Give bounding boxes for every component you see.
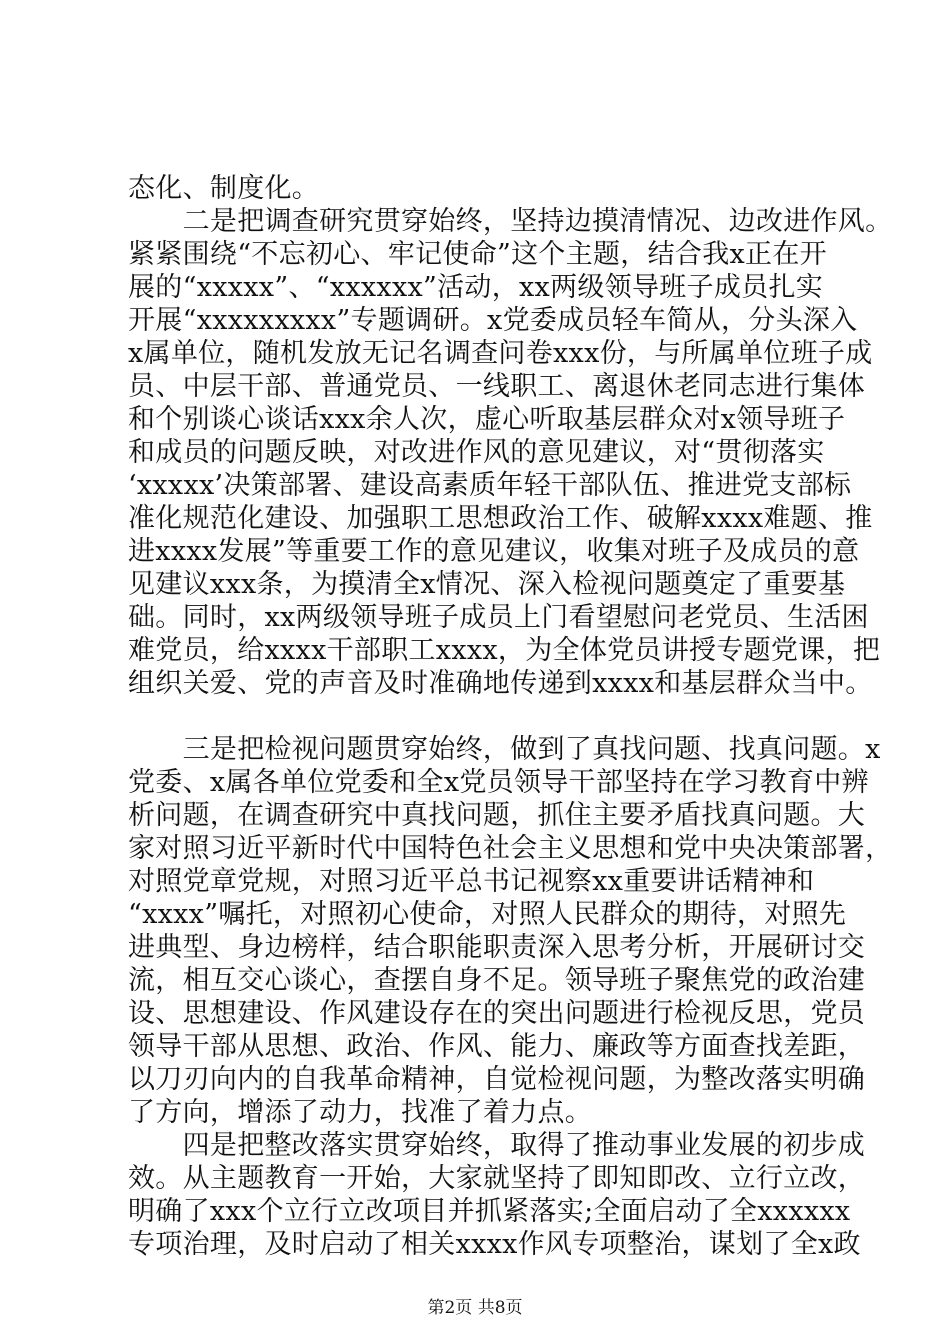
text-line: 见建议xxx条，为摸清全x情况、深入检视问题奠定了重要基 bbox=[128, 569, 846, 600]
text-line: 效。从主题教育一开始，大家就坚持了即知即改、立行立改， bbox=[128, 1163, 866, 1194]
text-line: 进典型、身边榜样，结合职能职责深入思考分析，开展研讨交 bbox=[128, 932, 866, 963]
text-line: 对照党章党规，对照习近平总书记视察xx重要讲话精神和 bbox=[128, 866, 815, 897]
text-line: 难党员，给xxxx干部职工xxxx，为全体党员讲授专题党课，把 bbox=[128, 635, 881, 666]
text-line: 开展“xxxxxxxxx”专题调研。x党委成员轻车简从，分头深入 bbox=[128, 305, 858, 336]
page-number-footer: 第2页 共8页 bbox=[427, 1298, 523, 1318]
text-line: 四是把整改落实贯穿始终，取得了推动事业发展的初步成 bbox=[128, 1130, 866, 1161]
text-line: 础。同时，xx两级领导班子成员上门看望慰问老党员、生活困 bbox=[128, 602, 869, 633]
text-line: 领导干部从思想、政治、作风、能力、廉政等方面查找差距， bbox=[128, 1031, 866, 1062]
text-line: 流，相互交心谈心，查摆自身不足。领导班子聚焦党的政治建 bbox=[128, 965, 866, 996]
text-line: x属单位，随机发放无记名调查问卷xxx份，与所属单位班子成 bbox=[128, 338, 873, 369]
text-line: 明确了xxx个立行立改项目并抓紧落实;全面启动了全xxxxxx bbox=[128, 1196, 851, 1227]
text-line: 准化规范化建设、加强职工思想政治工作、破解xxxx难题、推 bbox=[128, 503, 873, 534]
text-line: ‘xxxxx’决策部署、建设高素质年轻干部队伍、推进党支部标 bbox=[128, 470, 852, 501]
text-line: 专项治理，及时启动了相关xxxx作风专项整治，谋划了全x政 bbox=[128, 1229, 861, 1260]
text-line: 家对照习近平新时代中国特色社会主义思想和党中央决策部署， bbox=[128, 833, 893, 864]
text-line: 展的“xxxxx”、“xxxxxx”活动，xx两级领导班子成员扎实 bbox=[128, 272, 824, 303]
text-line: 紧紧围绕“不忘初心、牢记使命”这个主题，结合我x正在开 bbox=[128, 239, 827, 270]
text-line: 员、中层干部、普通党员、一线职工、离退休老同志进行集体 bbox=[128, 371, 866, 402]
text-line: “xxxx”嘱托，对照初心使命，对照人民群众的期待，对照先 bbox=[128, 899, 847, 930]
text-line: 和成员的问题反映，对改进作风的意见建议，对“贯彻落实 bbox=[128, 437, 825, 468]
text-line: 和个别谈心谈话xxx余人次，虚心听取基层群众对x领导班子 bbox=[128, 404, 846, 435]
text-line: 三是把检视问题贯穿始终，做到了真找问题、找真问题。x bbox=[128, 734, 881, 765]
text-line: 析问题，在调查研究中真找问题，抓住主要矛盾找真问题。大 bbox=[128, 800, 866, 831]
text-line: 进xxxx发展”等重要工作的意见建议，收集对班子及成员的意 bbox=[128, 536, 860, 567]
text-line: 以刀刃向内的自我革命精神，自觉检视问题，为整改落实明确 bbox=[128, 1064, 866, 1095]
text-line: 了方向，增添了动力，找准了着力点。 bbox=[128, 1097, 593, 1128]
text-line: 组织关爱、党的声音及时准确地传递到xxxx和基层群众当中。 bbox=[128, 668, 873, 699]
text-line: 党委、x属各单位党委和全x党员领导干部坚持在学习教育中辨 bbox=[128, 767, 869, 798]
text-line: 二是把调查研究贯穿始终，坚持边摸清情况、边改进作风。 bbox=[128, 206, 893, 237]
text-line: 设、思想建设、作风建设存在的突出问题进行检视反思，党员 bbox=[128, 998, 866, 1029]
text-line: 态化、制度化。 bbox=[128, 173, 320, 204]
